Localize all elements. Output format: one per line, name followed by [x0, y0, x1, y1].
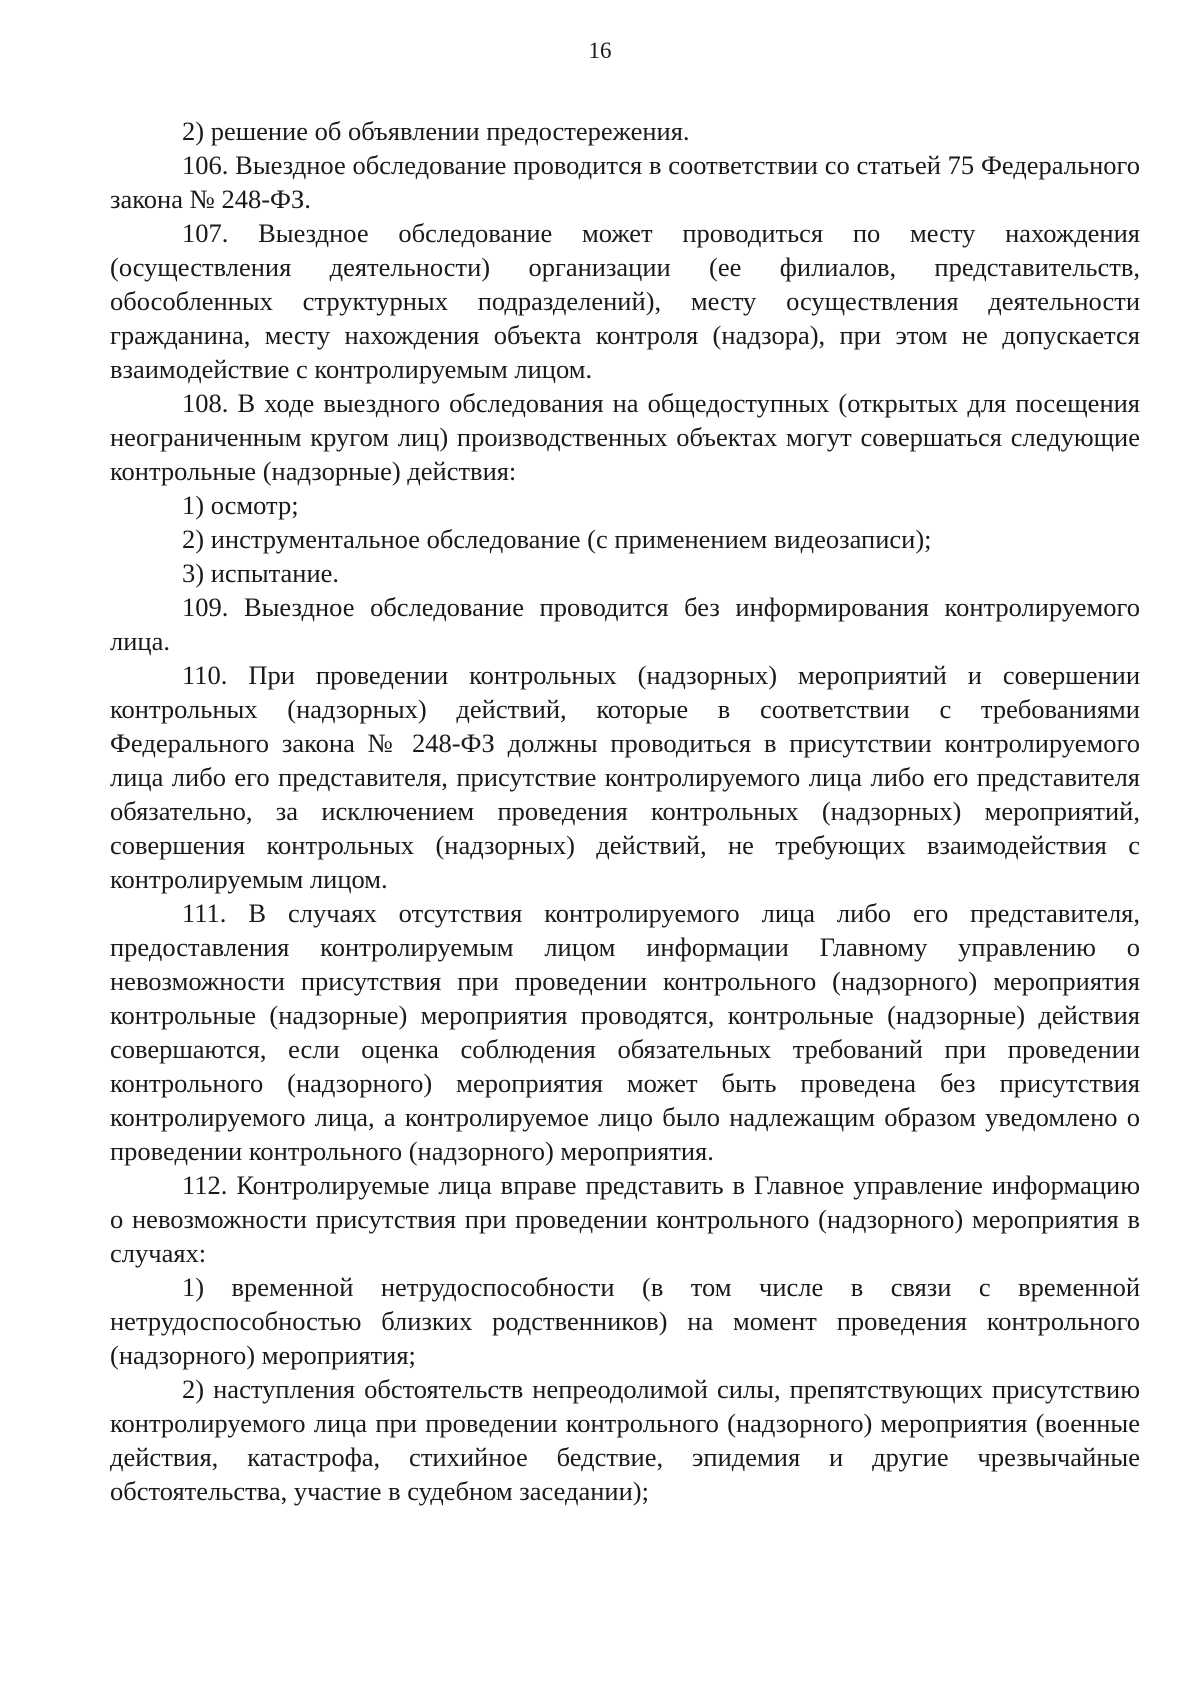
list-item-inspection: 1) осмотр;	[182, 490, 299, 520]
paragraph-item-2-decision: 2) решение об объявлении предостережения.	[182, 116, 690, 146]
document-body	[110, 114, 1140, 1508]
paragraph-111: 111. В случаях отсутствия контролируемого лица либо его представителя, предоставления контролируемым лицом информации Главному управлению о невозможности присутствия при проведении контрольного (надзорного) мероприятия контрольные (надзорные) мероприятия проводятся, контрольные (надзорные) действия совершаются, если оценка соблюдения обязательных требований при проведении контрольного (надзорного) мероприятия может быть проведена без присутствия контролируемого лица, а контролируемое лицо было надлежащим образом уведомлено о проведении контрольного (надзорного) мероприятия.	[110, 898, 1140, 1166]
paragraph-108: 108. В ходе выездного обследования на общедоступных (открытых для посещения неограниченным кругом лиц) производственных объектах могут совершаться следующие контрольные (надзорные) действия:	[110, 388, 1140, 486]
list-item-testing: 3) испытание.	[182, 558, 340, 588]
paragraph-107: 107. Выездное обследование может проводиться по месту нахождения (осуществления деятельности) организации (ее филиалов, представительств, обособленных структурных подразделений), месту осуществления деятельности гражданина, месту нахождения объекта контроля (надзора), при этом не допускается взаимодействие с контролируемым лицом.	[110, 218, 1140, 384]
page-number: 16	[588, 38, 612, 63]
list-item-force-majeure: 2) наступления обстоятельств непреодолимой силы, препятствующих присутствию контролируемого лица при проведении контрольного (надзорного) мероприятия (военные действия, катастрофа, стихийное бедствие, эпидемия и другие чрезвычайные обстоятельства, участие в судебном заседании);	[110, 1374, 1140, 1506]
list-item-incapacity: 1) временной нетрудоспособности (в том числе в связи с временной нетрудоспособностью близких родственников) на момент проведения контрольного (надзорного) мероприятия;	[110, 1272, 1140, 1370]
paragraph-110: 110. При проведении контрольных (надзорных) мероприятий и совершении контрольных (надзорных) действий, которые в соответствии с требованиями Федерального закона № 248-ФЗ должны проводиться в присутствии контролируемого лица либо его представителя, присутствие контролируемого лица либо его представителя обязательно, за исключением проведения контрольных (надзорных) мероприятий, совершения контрольных (надзорных) действий, не требующих взаимодействия с контролируемым лицом.	[110, 660, 1140, 894]
paragraph-106: 106. Выездное обследование проводится в соответствии со статьей 75 Федерального закона № 248-ФЗ.	[110, 150, 1140, 214]
paragraph-112: 112. Контролируемые лица вправе представить в Главное управление информацию о невозможности присутствия при проведении контрольного (надзорного) мероприятия в случаях:	[110, 1170, 1140, 1268]
list-item-instrumental-survey: 2) инструментальное обследование (с применением видеозаписи);	[182, 524, 932, 554]
paragraph-109: 109. Выездное обследование проводится без информирования контролируемого лица.	[110, 592, 1140, 656]
